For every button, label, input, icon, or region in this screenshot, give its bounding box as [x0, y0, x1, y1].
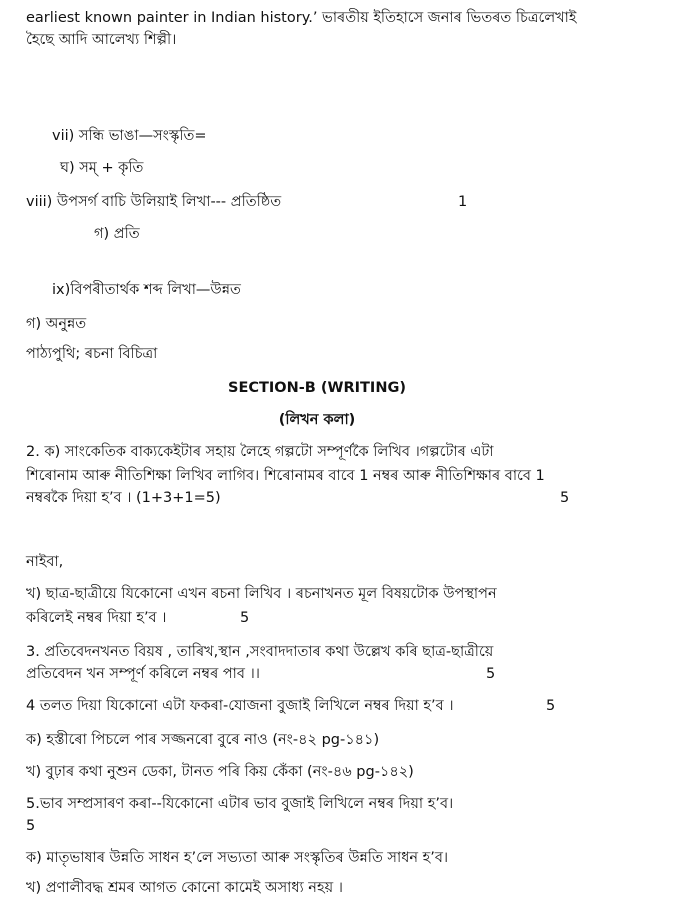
question-2b-line-1: খ) ছাত্ৰ-ছাত্ৰীয়ে যিকোনো এখন ৰচনা লিখিব । ৰচনাখনত মূল বিষয়টোক উপস্থাপন — [26, 586, 497, 602]
question-4-marks: 5 — [546, 698, 556, 714]
question-viii-answer: গ) প্ৰতি — [94, 226, 140, 242]
question-vii-answer: ঘ) সম্ + কৃতি — [60, 160, 144, 176]
question-2b-line-2: কৰিলেই নম্বৰ দিয়া হ’ব । — [26, 610, 167, 626]
question-ix-answer: গ) অনুন্নত — [26, 316, 87, 332]
question-3-marks: 5 — [486, 666, 496, 682]
question-2b-marks: 5 — [240, 610, 250, 626]
textbook-line: পাঠ্যপুথি; ৰচনা বিচিত্ৰা — [26, 346, 158, 362]
section-title: SECTION-B (WRITING) — [228, 380, 406, 396]
question-2-line-1: 2. ক) সাংকেতিক বাক্যকেইটাৰ সহায় লৈহে গল্পটো সম্পূৰ্ণকৈ লিখিব ।গল্পটোৰ এটা — [26, 444, 494, 460]
question-2-line-2: শিৰোনাম আৰু নীতিশিক্ষা লিখিব লাগিব। শিৰোনামৰ বাবে 1 নম্বৰ আৰু নীতিশিক্ষাৰ বাবে 1 — [26, 468, 545, 484]
question-3-line-2: প্ৰতিবেদন খন সম্পূৰ্ণ কৰিলে নম্বৰ পাব ।। — [26, 666, 260, 682]
question-viii-marks: 1 — [458, 194, 468, 210]
question-5-marks: 5 — [26, 818, 36, 834]
question-2-marks: 5 — [560, 490, 570, 506]
section-subtitle: (লিখন কলা) — [278, 412, 356, 428]
question-5-option-a: ক) মাতৃভাষাৰ উন্নতি সাধন হ’লে সভ্যতা আৰু সংস্কৃতিৰ উন্নতি সাধন হ’ব। — [26, 850, 449, 866]
question-5-option-b: খ) প্ৰণালীবদ্ধ শ্ৰমৰ আগত কোনো কামেই অসাধ্য নহয় । — [26, 880, 343, 896]
question-4-option-b: খ) বুঢ়াৰ কথা নুশুন ডেকা, টানত পৰি কিয় কেঁকা (নং-৪৬ pg-১৪২) — [26, 764, 414, 780]
question-3-line-1: 3. প্ৰতিবেদনখনত বিয়ষ , তাৰিখ,স্থান ,সংবাদদাতাৰ কথা উল্লেখ কৰি ছাত্ৰ-ছাত্ৰীয়ে — [26, 644, 494, 660]
question-5-line: 5.ভাব সম্প্ৰসাৰণ কৰা--যিকোনো এটাৰ ভাব বুজাই লিখিলে নম্বৰ দিয়া হ’ব। — [26, 796, 454, 812]
question-viii-prompt: viii) উপসৰ্গ বাচি উলিয়াই লিখা--- প্ৰতিষ্ঠিত — [26, 194, 282, 210]
question-4-option-a: ক) হস্তীৰো পিচলে পাৰ সজ্জনৰো বুৰে নাও (নং-৪২ pg-১৪১) — [26, 732, 380, 748]
question-vii-prompt: vii) সন্ধি ভাঙা—সংস্কৃতি= — [52, 128, 207, 144]
or-label: নাইবা, — [26, 554, 64, 570]
question-4-line: 4 তলত দিয়া যিকোনো এটা ফকৰা-যোজনা বুজাই লিখিলে নম্বৰ দিয়া হ’ব । — [26, 698, 454, 714]
intro-line-2: হৈছে আদি আলেখ্য শিল্পী। — [26, 32, 177, 48]
question-2-line-3: নম্বৰকৈ দিয়া হ’ব । (1+3+1=5) — [26, 490, 221, 506]
intro-line-1: earliest known painter in Indian history.’ ভাৰতীয় ইতিহাসে জনাৰ ভিতৰত চিত্ৰলেখাই — [26, 10, 577, 26]
question-ix-prompt: ix)বিপৰীতাৰ্থক শব্দ লিখা—উন্নত — [52, 282, 241, 298]
